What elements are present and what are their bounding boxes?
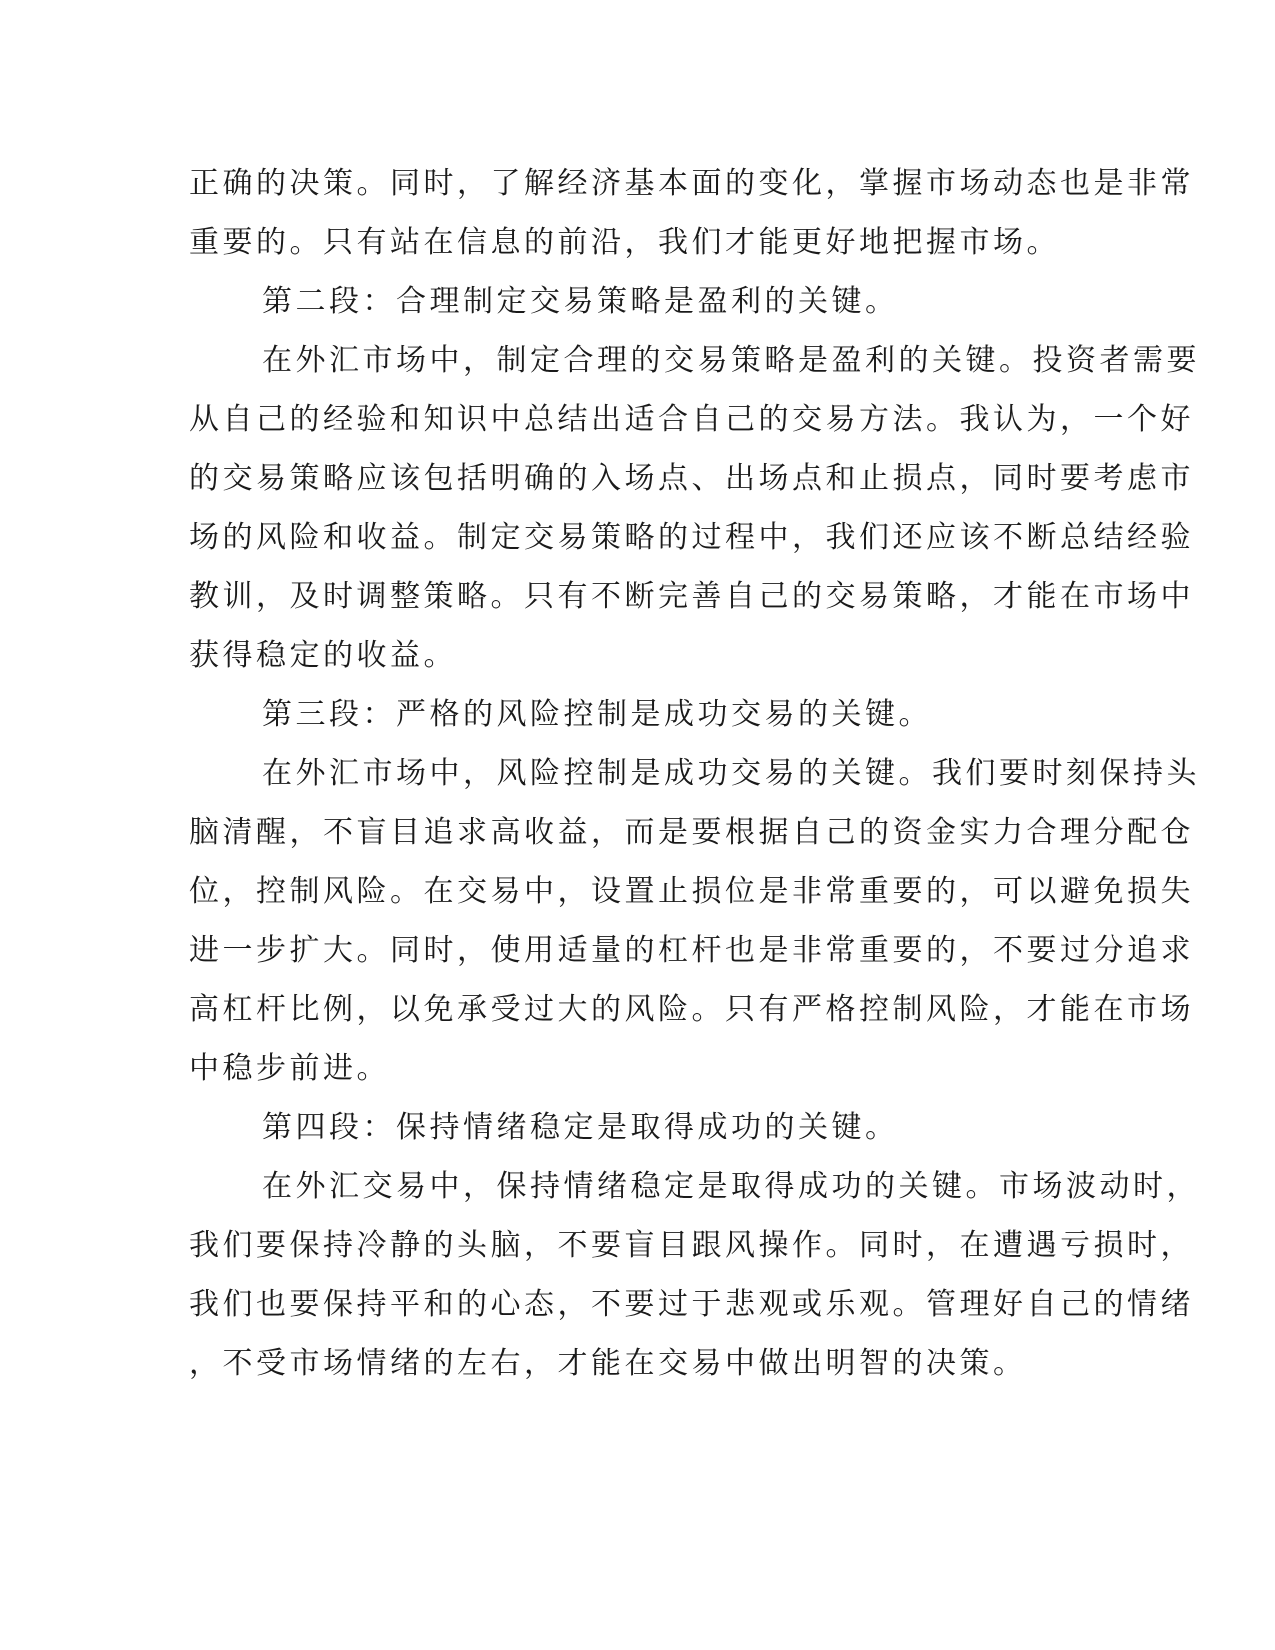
text-line: 获得稳定的收益。 xyxy=(189,638,457,673)
text-line: 场的风险和收益。制定交易策略的过程中，我们还应该不断总结经验 xyxy=(189,520,1194,555)
text-line: 重要的。只有站在信息的前沿，我们才能更好地把握市场。 xyxy=(189,225,1060,260)
text-line: 的交易策略应该包括明确的入场点、出场点和止损点，同时要考虑市 xyxy=(189,461,1194,496)
text-line: 中稳步前进。 xyxy=(189,1051,390,1086)
text-line: 教训，及时调整策略。只有不断完善自己的交易策略，才能在市场中 xyxy=(189,579,1194,614)
section-heading: 第三段：严格的风险控制是成功交易的关键。 xyxy=(262,697,932,732)
text-line: 我们要保持冷静的头脑，不要盲目跟风操作。同时，在遭遇亏损时， xyxy=(189,1228,1194,1263)
text-line: 在外汇交易中，保持情绪稳定是取得成功的关键。市场波动时， xyxy=(262,1169,1200,1204)
text-line: 在外汇市场中，风险控制是成功交易的关键。我们要时刻保持头 xyxy=(262,756,1200,791)
text-line: 我们也要保持平和的心态，不要过于悲观或乐观。管理好自己的情绪 xyxy=(189,1287,1194,1322)
section-heading: 第四段：保持情绪稳定是取得成功的关键。 xyxy=(262,1110,899,1145)
text-line: 进一步扩大。同时，使用适量的杠杆也是非常重要的，不要过分追求 xyxy=(189,933,1194,968)
text-line: 脑清醒，不盲目追求高收益，而是要根据自己的资金实力合理分配仓 xyxy=(189,815,1194,850)
text-line: 高杠杆比例，以免承受过大的风险。只有严格控制风险，才能在市场 xyxy=(189,992,1194,1027)
text-line: 在外汇市场中，制定合理的交易策略是盈利的关键。投资者需要 xyxy=(262,343,1200,378)
text-line: 正确的决策。同时，了解经济基本面的变化，掌握市场动态也是非常 xyxy=(189,166,1194,201)
text-line: ，不受市场情绪的左右，才能在交易中做出明智的决策。 xyxy=(189,1346,1027,1381)
text-line: 位，控制风险。在交易中，设置止损位是非常重要的，可以避免损失 xyxy=(189,874,1194,909)
text-line: 从自己的经验和知识中总结出适合自己的交易方法。我认为，一个好 xyxy=(189,402,1194,437)
section-heading: 第二段：合理制定交易策略是盈利的关键。 xyxy=(262,284,899,319)
